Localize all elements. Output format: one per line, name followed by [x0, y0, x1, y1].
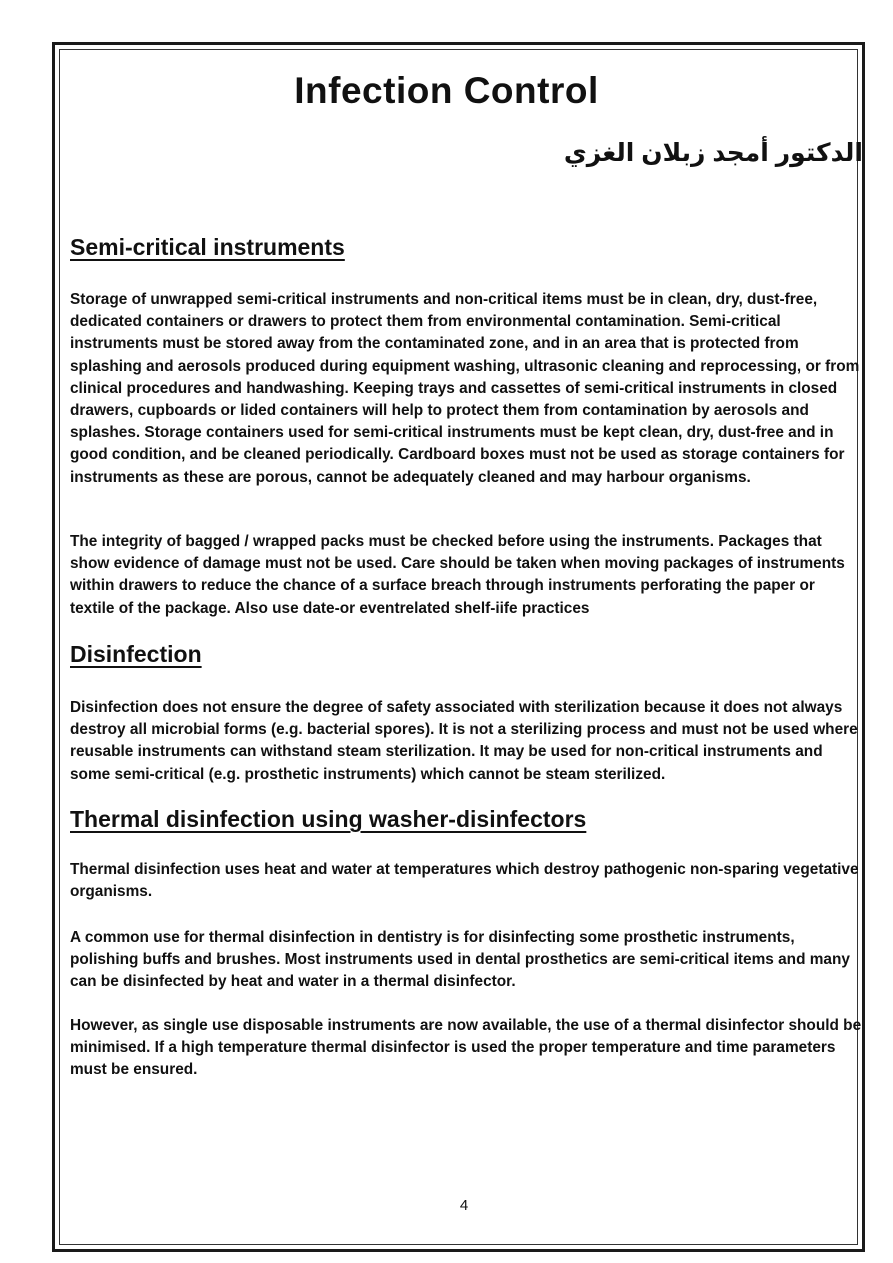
paragraph-semi-critical-storage: Storage of unwrapped semi-critical instruments and non-critical items must be in clean, dry, dust-free, dedicated containers or drawers to protect them from environmental contamination. Semi-critical instruments must be stored away from the contaminated zone, and in an area that is protected from splashing and aerosols produced during equipment washing, ultrasonic cleaning and reprocessing, or from clinical procedures and handwashing. Keeping trays and cassettes of semi-critical instruments in closed drawers, cupboards or lided containers will help to protect them from contamination by aerosols and splashes. Storage containers used for semi-critical instruments must be kept clean, dry, dust-free and in good condition, and be cleaned periodically. Cardboard boxes must not be used as storage containers for instruments as these are porous, cannot be adequately cleaned and may harbour organisms. — [70, 291, 860, 486]
paragraph-semi-critical-integrity: The integrity of bagged / wrapped packs must be checked before using the instruments. Packages that show evidence of damage must not be used. Care should be taken when moving packages of instruments within drawers to reduce the chance of a surface breach through instruments perforating the paper or textile of the package. Also use date-or eventrelated shelf-iife practices — [70, 533, 845, 617]
paragraph-thermal-minimised: However, as single use disposable instruments are now available, the use of a thermal disinfector should be minimised. If a high temperature thermal disinfector is used the proper temperature and time parameters must be ensured. — [70, 1017, 862, 1079]
page-number: 4 — [459, 1197, 469, 1214]
author-name: الدكتور أمجد زبلان الغزي — [563, 139, 863, 167]
page-title: Infection Control — [294, 70, 599, 111]
section-heading-thermal-disinfection: Thermal disinfection using washer-disinfectors — [70, 806, 587, 832]
section-heading-disinfection: Disinfection — [70, 641, 202, 667]
section-heading-semi-critical: Semi-critical instruments — [70, 234, 345, 260]
paragraph-thermal-definition: Thermal disinfection uses heat and water at temperatures which destroy pathogenic non-sparing vegetative organisms. — [70, 861, 859, 901]
paragraph-disinfection: Disinfection does not ensure the degree of safety associated with sterilization because it does not always destroy all microbial forms (e.g. bacterial spores). It is not a sterilizing process and must not be used where reusable instruments can withstand steam sterilization. It may be used for non-critical instruments and some semi-critical (e.g. prosthetic instruments) which cannot be steam sterilized. — [70, 699, 858, 783]
paragraph-thermal-common-use: A common use for thermal disinfection in dentistry is for disinfecting some prosthetic instruments, polishing buffs and brushes. Most instruments used in dental prosthetics are semi-critical items and many can be disinfected by heat and water in a thermal disinfector. — [70, 929, 850, 991]
